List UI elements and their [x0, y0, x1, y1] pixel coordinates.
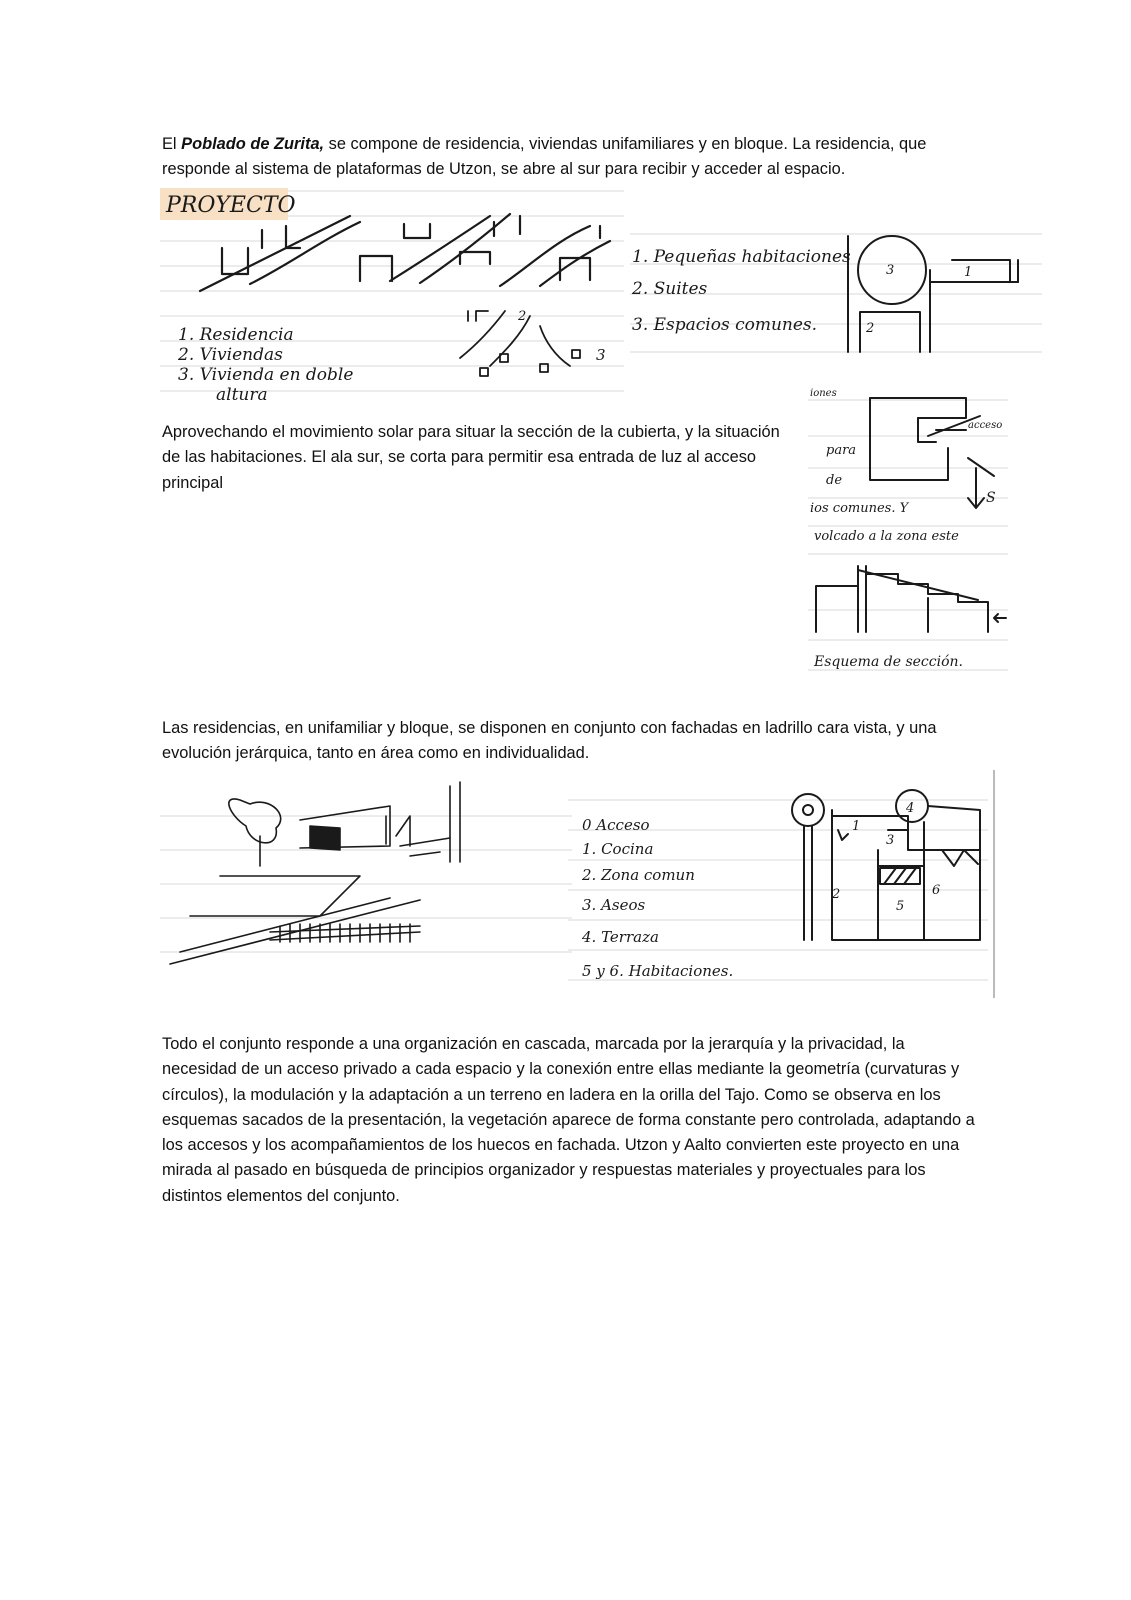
- paragraph-intro: [162, 132, 982, 183]
- sketch1-legend: [177, 325, 353, 405]
- fragment-text: para: [826, 443, 857, 458]
- plan-mark-1: 1: [964, 265, 973, 280]
- mark-5: 5: [896, 899, 905, 914]
- scheme-mark-3: 3: [596, 346, 606, 364]
- mark-4: 4: [906, 801, 915, 816]
- legend-item: altura: [216, 385, 268, 405]
- mark-6: 6: [932, 883, 941, 898]
- section-drawing: [816, 566, 1006, 632]
- plan-mark-2: 2: [866, 321, 875, 336]
- sketch5-legend: [581, 816, 733, 980]
- plan-u-shape: [870, 398, 994, 508]
- site-plan-drawing: [200, 214, 610, 291]
- sketch2-legend: [631, 247, 851, 335]
- section-caption: Esquema de sección.: [814, 654, 963, 670]
- legend-item: 0 Acceso: [582, 816, 650, 834]
- legend-item: 1. Residencia: [178, 325, 294, 345]
- vivienda-plan-drawing: [792, 790, 980, 940]
- legend-item: 1. Pequeñas habitaciones: [632, 247, 851, 267]
- intro-bold-title: Poblado de Zurita,: [181, 135, 325, 153]
- scheme-mark-2: 2: [518, 309, 527, 324]
- ruled-lines: [160, 816, 572, 952]
- sketch-proyecto-site: [160, 186, 624, 406]
- sketch-section: [808, 388, 1008, 680]
- fragment-text: volcado a la zona este: [814, 529, 959, 544]
- south-label: S: [986, 490, 996, 506]
- legend-item: 1. Cocina: [582, 840, 654, 858]
- paragraph-conjunto: Todo el conjunto responde a una organización en cascada, marcada por la jerarquía y la privacidad, la necesidad de un acceso privado a cada espacio y la conexión entre ellas mediante la geometría (curvaturas y círculos), la modulación y la adaptación a un terreno en ladera en la orilla del Tajo. Como se observa en los esquemas sacados de la presentación, la vegetación aparece de forma constante pero controlada, adaptando a los accesos y los acompañamientos de los huecos en fachada. Utzon y Aalto convierten este proyecto en una mirada al pasado en búsqueda de principios organizador y respuestas materiales y proyectuales para los distintos elementos del conjunto.: [162, 1035, 975, 1205]
- mark-2: 2: [832, 887, 841, 902]
- legend-item: 3. Aseos: [582, 896, 646, 914]
- legend-item: 5 y 6. Habitaciones.: [582, 962, 734, 980]
- mark-1: 1: [852, 819, 861, 834]
- fragment-text: iones: [810, 388, 837, 399]
- intro-prefix: El: [162, 135, 182, 153]
- sketch-residencia-plan: [630, 212, 1042, 358]
- legend-item: 3. Espacios comunes.: [632, 315, 818, 335]
- paragraph-solar: Aprovechando el movimiento solar para situar la sección de la cubierta, y la situación de las habitaciones. El ala sur, se corta para permitir esa entrada de luz al acceso principal: [162, 423, 780, 492]
- fragment-text: ios comunes. Y: [810, 501, 909, 516]
- sketch-vivienda-plan: [568, 770, 1000, 998]
- legend-item: 2. Viviendas: [178, 345, 283, 365]
- intro-text: se compone de residencia, viviendas unifamiliares y en bloque. La residencia, que responde al sistema de plataformas de Utzon, se abre al sur para recibir y acceder al espacio.: [162, 135, 927, 179]
- perspective-drawing: [170, 782, 460, 964]
- legend-item: 2. Suites: [632, 279, 708, 299]
- legend-item: 3. Vivienda en doble: [178, 365, 354, 385]
- plan-mark-3: 3: [886, 263, 895, 278]
- legend-item: 4. Terraza: [582, 928, 659, 946]
- sketch-perspective: [160, 776, 572, 976]
- sketch1-title: PROYECTO: [166, 193, 296, 218]
- mark-3: 3: [886, 833, 895, 848]
- acceso-label: acceso: [968, 420, 1003, 431]
- legend-item: 2. Zona comun: [582, 866, 695, 884]
- fragment-text: de: [826, 473, 843, 488]
- paragraph-residencias: Las residencias, en unifamiliar y bloque, se disponen en conjunto con fachadas en ladrillo cara vista, y una evolución jerárquica, tanto en área como en individualidad.: [162, 719, 937, 763]
